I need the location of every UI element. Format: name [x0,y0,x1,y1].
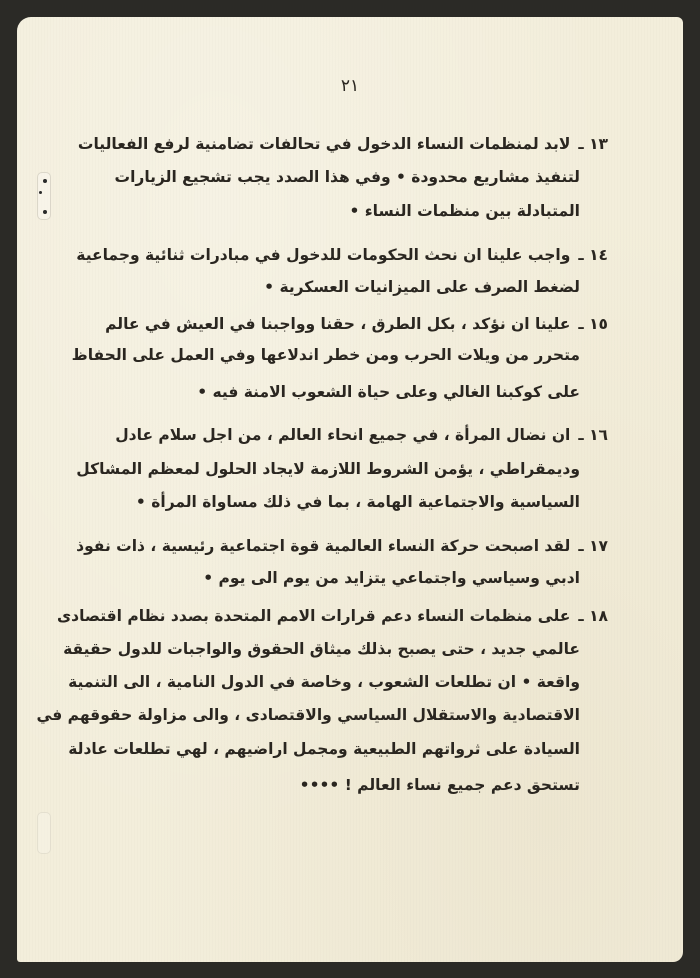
item-15-line-2: متحرر من ويلات الحرب ومن خطر اندلاعها وفي العمل على الحفاظ [71,346,580,364]
text: لابد لمنظمات النساء الدخول في تحالفات تضامنية لرفع الفعاليات [77,135,571,153]
item-15-line-3: على كوكبنا الغالي وعلى حياة الشعوب الامنة فيه • [197,383,580,401]
item-15-line-1 [105,315,608,333]
item-18-line-5: السيادة على ثرواتهم الطبيعية ومجمل اراضيهم ، لهي تطلعات عادلة [68,740,580,758]
text: واجب علينا ان نحث الحكومات للدخول في مبادرات ثنائية وجماعية [76,246,571,264]
item-13-line-2: لتنفيذ مشاريع محدودة • وفي هذا الصدد يجب تشجيع الزيارات [114,168,580,186]
item-13-line-3: المتبادلة بين منظمات النساء • [349,202,580,220]
item-17-line-1 [76,537,608,555]
text: علينا ان نؤكد ، بكل الطرق ، حقنا وواجبنا في العيش في عالم [105,315,571,333]
item-18-line-3: واقعة • ان تطلعات الشعوب ، وخاصة في الدول النامية ، الى التنمية [68,673,580,691]
text: على منظمات النساء دعم قرارات الامم المتحدة بصدد نظام اقتصادى [56,607,571,625]
item-18-line-4: الاقتصادية والاستقلال السياسي والاقتصادى ، والى مزاولة حقوقهم في [36,706,580,724]
item-number: ١٨ ـ [578,607,608,625]
item-16-line-3: السياسية والاجتماعية الهامة ، بما في ذلك مساواة المرأة • [135,493,580,511]
page-number: ٢١ [340,76,360,96]
item-16-line-2: وديمقراطي ، يؤمن الشروط اللازمة لايجاد الحلول لمعظم المشاكل [76,460,580,478]
text: لقد اصبحت حركة النساء العالمية قوة اجتماعية رئيسية ، ذات نفوذ [76,537,571,555]
item-17-line-2: ادبي وسياسي واجتماعي يتزايد من يوم الى يوم • [203,569,580,587]
punch-hole-bottom [37,812,51,854]
document-page [17,17,683,962]
item-14-line-1 [76,246,608,264]
item-number: ١٤ ـ [578,246,608,264]
item-18-line-2: عالمي جديد ، حتى يصبح بذلك ميثاق الحقوق والواجبات للدول حقيقة [63,640,580,658]
item-number: ١٧ ـ [578,537,608,555]
item-number: ١٣ ـ [578,135,608,153]
item-14-line-2: لضغط الصرف على الميزانيات العسكرية • [264,278,580,296]
item-number: ١٥ ـ [578,315,608,333]
item-16-line-1 [115,426,608,444]
text: ان نضال المرأة ، في جميع انحاء العالم ، من اجل سلام عادل [115,426,571,444]
item-18-line-6: تستحق دعم جميع نساء العالم ! •••• [299,776,580,794]
item-13-line-1 [77,135,608,153]
item-18-line-1 [56,607,608,625]
item-number: ١٦ ـ [578,426,608,444]
punch-hole-top [37,172,51,220]
